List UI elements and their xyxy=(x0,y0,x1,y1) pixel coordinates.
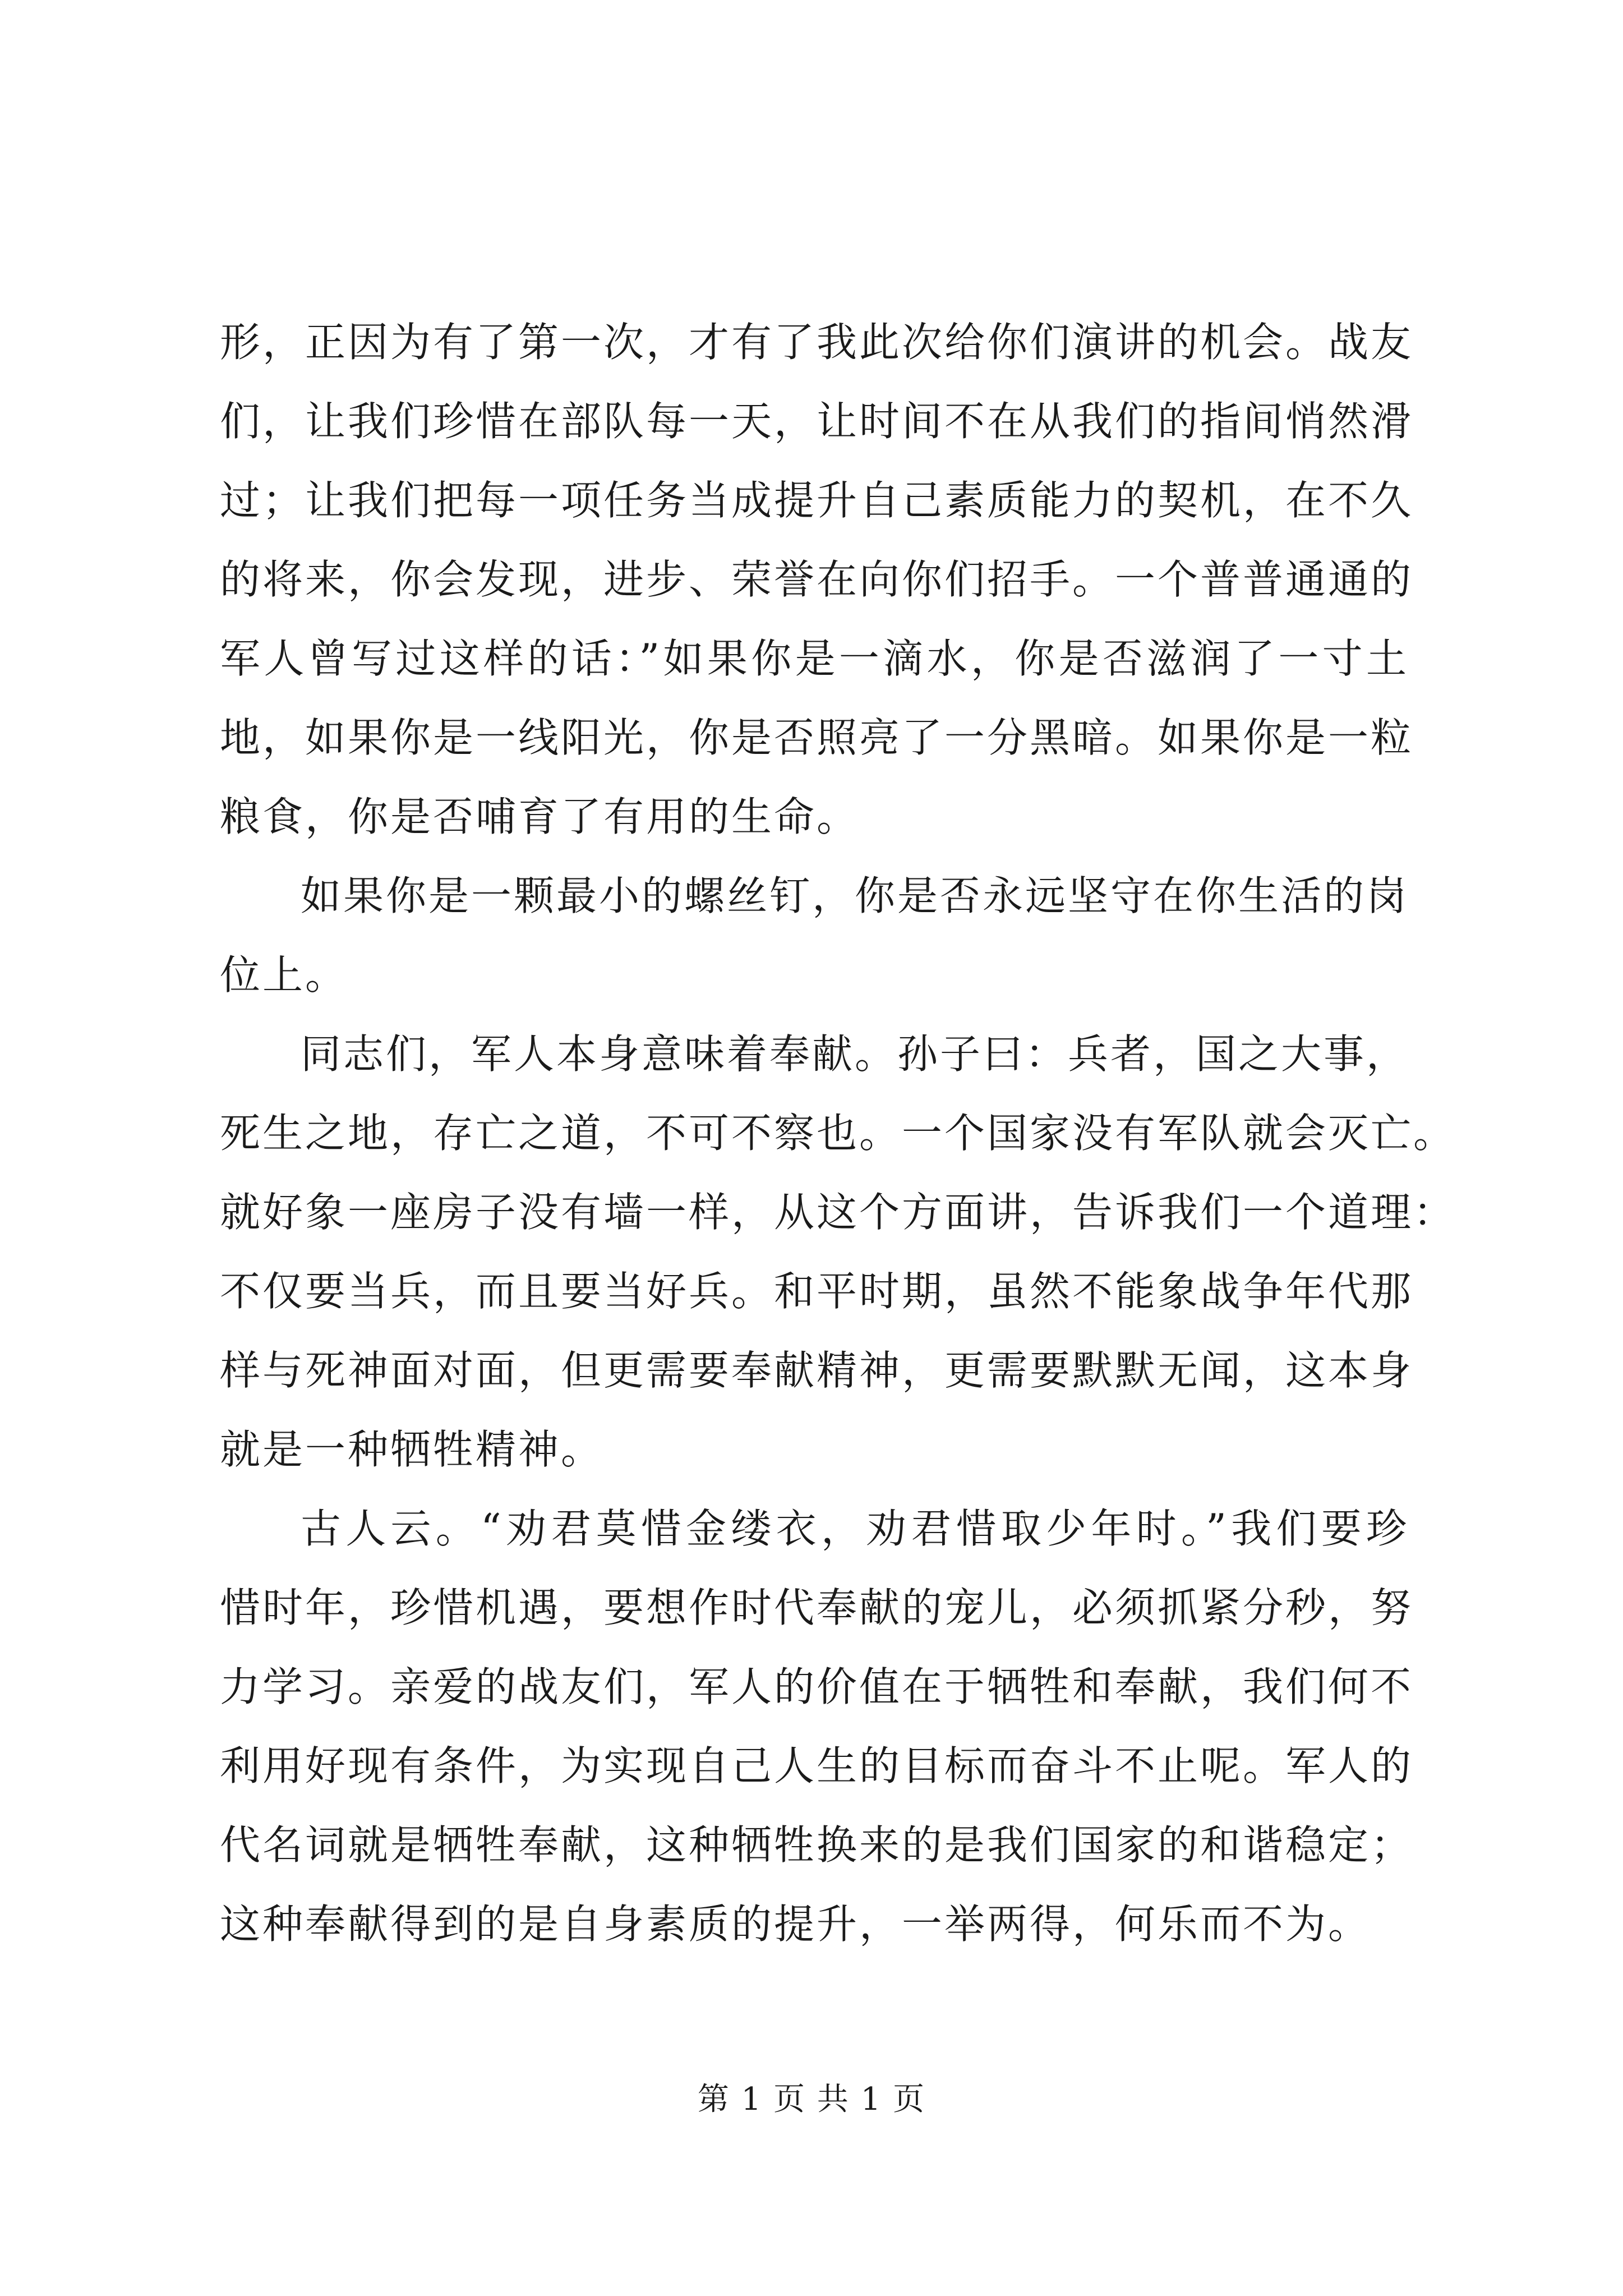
page-footer: 第 1 页 共 1 页 xyxy=(697,2081,926,2118)
body-line: 位上。 xyxy=(220,951,348,999)
body-line: 如果你是一颗最小的螺丝钉，你是否永远坚守在你生活的岗 xyxy=(301,872,1409,919)
body-line: 死生之地，存亡之道，不可不察也。一个国家没有军队就会灭亡。 xyxy=(220,1110,1456,1157)
body-line: 就好象一座房子没有墙一样，从这个方面讲，告诉我们一个道理： xyxy=(220,1189,1456,1236)
body-line: 们，让我们珍惜在部队每一天，让时间不在从我们的指间悄然滑 xyxy=(220,398,1414,445)
body-line: 这种奉献得到的是自身素质的提升，一举两得，何乐而不为。 xyxy=(220,1901,1371,1948)
body-line: 代名词就是牺牲奉献，这种牺牲换来的是我们国家的和谐稳定； xyxy=(220,1821,1414,1869)
body-line: 样与死神面对面，但更需要奉献精神，更需要默默无闻，这本身 xyxy=(220,1347,1414,1394)
body-line: 粮食，你是否哺育了有用的生命。 xyxy=(220,793,860,840)
body-line: 地，如果你是一线阳光，你是否照亮了一分黑暗。如果你是一粒 xyxy=(220,714,1414,761)
body-line: 利用好现有条件，为实现自己人生的目标而奋斗不止呢。军人的 xyxy=(220,1742,1414,1789)
body-line: 过；让我们把每一项任务当成提升自己素质能力的契机，在不久 xyxy=(220,477,1414,524)
body-line: 不仅要当兵，而且要当好兵。和平时期，虽然不能象战争年代那 xyxy=(220,1268,1414,1315)
document-body xyxy=(220,303,1456,1964)
body-line: 军人曾写过这样的话：”如果你是一滴水，你是否滋润了一寸土 xyxy=(220,635,1409,682)
body-line: 就是一种牺牲精神。 xyxy=(220,1426,604,1473)
body-line: 力学习。亲爱的战友们，军人的价值在于牺牲和奉献，我们何不 xyxy=(220,1663,1414,1710)
body-line: 的将来，你会发现，进步、荣誉在向你们招手。一个普普通通的 xyxy=(220,556,1414,603)
body-line: 形，正因为有了第一次，才有了我此次给你们演讲的机会。战友 xyxy=(220,319,1414,366)
body-line: 同志们，军人本身意味着奉献。孙子曰：兵者，国之大事， xyxy=(301,1030,1409,1078)
body-line: 古人云。“劝君莫惜金缕衣，劝君惜取少年时。”我们要珍 xyxy=(301,1505,1409,1552)
body-line: 惜时年，珍惜机遇，要想作时代奉献的宠儿，必须抓紧分秒，努 xyxy=(220,1584,1414,1631)
